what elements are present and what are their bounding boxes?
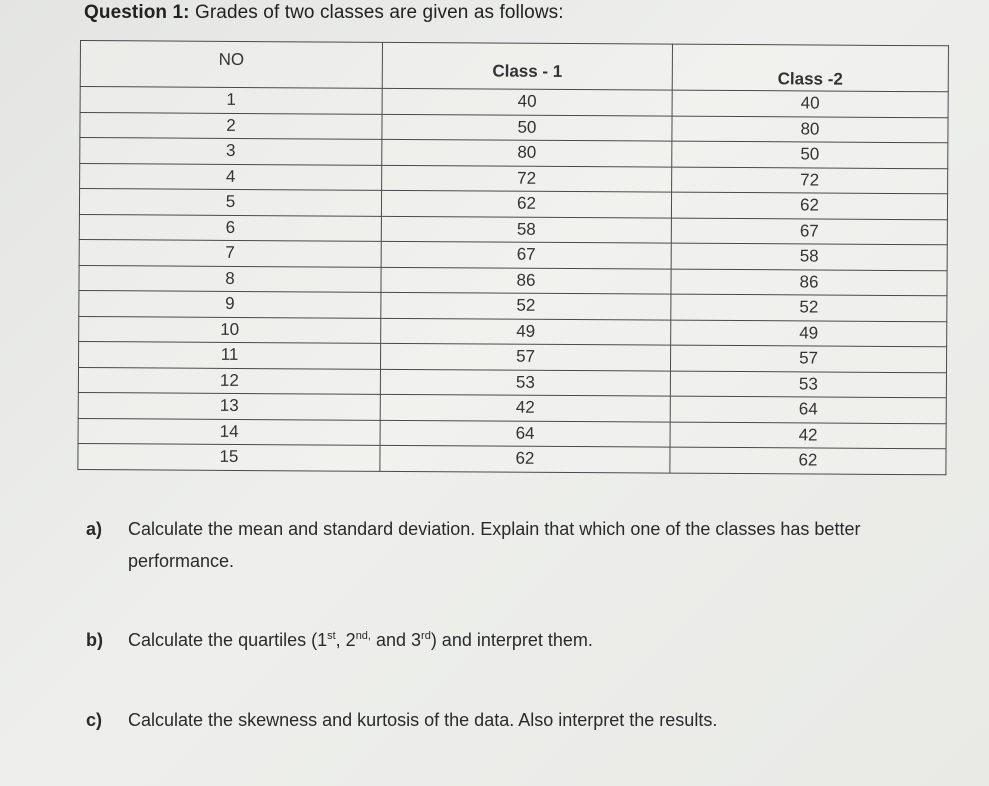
cell-class-2: 62 [670, 447, 946, 474]
cell-no: 10 [79, 316, 381, 343]
cell-class-1: 42 [380, 394, 670, 421]
table-row [78, 443, 946, 474]
cell-no: 14 [78, 418, 380, 445]
cell-no: 13 [78, 392, 380, 419]
ordinal-2nd: nd, [355, 630, 371, 642]
cell-class-1: 80 [382, 139, 672, 166]
task-b-label: b) [86, 630, 103, 650]
task-a-label: a) [86, 519, 103, 539]
cell-class-2: 49 [671, 320, 947, 347]
task-a [86, 513, 906, 577]
ordinal-3rd: rd [421, 630, 431, 642]
cell-class-1: 50 [382, 114, 672, 141]
task-b-text [128, 624, 906, 656]
task-b-text-mid1: , 2 [335, 630, 356, 650]
cell-no: 11 [79, 341, 381, 368]
cell-no: 6 [79, 214, 381, 241]
task-b [86, 624, 906, 656]
task-b-text-mid2: and 3 [370, 630, 422, 650]
cell-class-2: 40 [672, 90, 948, 117]
cell-class-2: 53 [670, 371, 946, 398]
cell-class-1: 52 [381, 292, 671, 319]
cell-no: 5 [79, 189, 381, 216]
cell-class-2: 42 [670, 422, 946, 449]
question-text: Grades of two classes are given as follows: [195, 2, 564, 23]
cell-no: 2 [80, 112, 382, 139]
cell-class-1: 72 [382, 165, 672, 192]
cell-no: 3 [80, 138, 382, 165]
header-class-1: Class - 1 [382, 42, 672, 90]
cell-no: 4 [80, 163, 382, 190]
cell-class-2: 80 [672, 116, 948, 143]
cell-no: 12 [78, 367, 380, 394]
question-number: Question 1: [84, 2, 190, 23]
task-b-text-start: Calculate the quartiles (1 [128, 630, 328, 650]
task-b-text-end: ) and interpret them. [430, 630, 593, 650]
task-c [86, 704, 906, 736]
ordinal-1st: st [327, 630, 336, 642]
cell-class-2: 72 [672, 167, 948, 194]
task-c-label: c) [86, 710, 103, 730]
cell-class-2: 57 [670, 345, 946, 372]
cell-no: 9 [79, 290, 381, 317]
cell-class-1: 53 [380, 369, 670, 396]
cell-class-1: 64 [380, 420, 670, 447]
cell-class-1: 40 [382, 88, 672, 115]
grades-table [77, 40, 949, 475]
cell-class-2: 52 [671, 294, 947, 321]
question-title [84, 2, 564, 24]
cell-class-1: 49 [381, 318, 671, 345]
cell-class-2: 58 [671, 243, 947, 270]
cell-no: 15 [78, 443, 380, 470]
cell-class-2: 67 [671, 218, 947, 245]
cell-class-1: 86 [381, 267, 671, 294]
cell-class-1: 58 [381, 216, 671, 243]
cell-class-2: 64 [670, 396, 946, 423]
table-header-row [80, 41, 948, 92]
cell-class-1: 57 [380, 343, 670, 370]
cell-class-2: 50 [672, 141, 948, 168]
task-c-text: Calculate the skewness and kurtosis of the data. Also interpret the results. [128, 710, 718, 730]
header-class-2: Class -2 [672, 44, 948, 92]
cell-no: 7 [79, 239, 381, 266]
cell-no: 8 [79, 265, 381, 292]
cell-class-2: 86 [671, 269, 947, 296]
task-a-text: Calculate the mean and standard deviation. Explain that which one of the classes has better performance. [128, 519, 861, 571]
cell-class-1: 62 [380, 445, 670, 472]
cell-no: 1 [80, 87, 382, 114]
cell-class-1: 62 [381, 190, 671, 217]
cell-class-1: 67 [381, 241, 671, 268]
table-body [78, 87, 948, 475]
header-no: NO [80, 41, 382, 89]
cell-class-2: 62 [671, 192, 947, 219]
